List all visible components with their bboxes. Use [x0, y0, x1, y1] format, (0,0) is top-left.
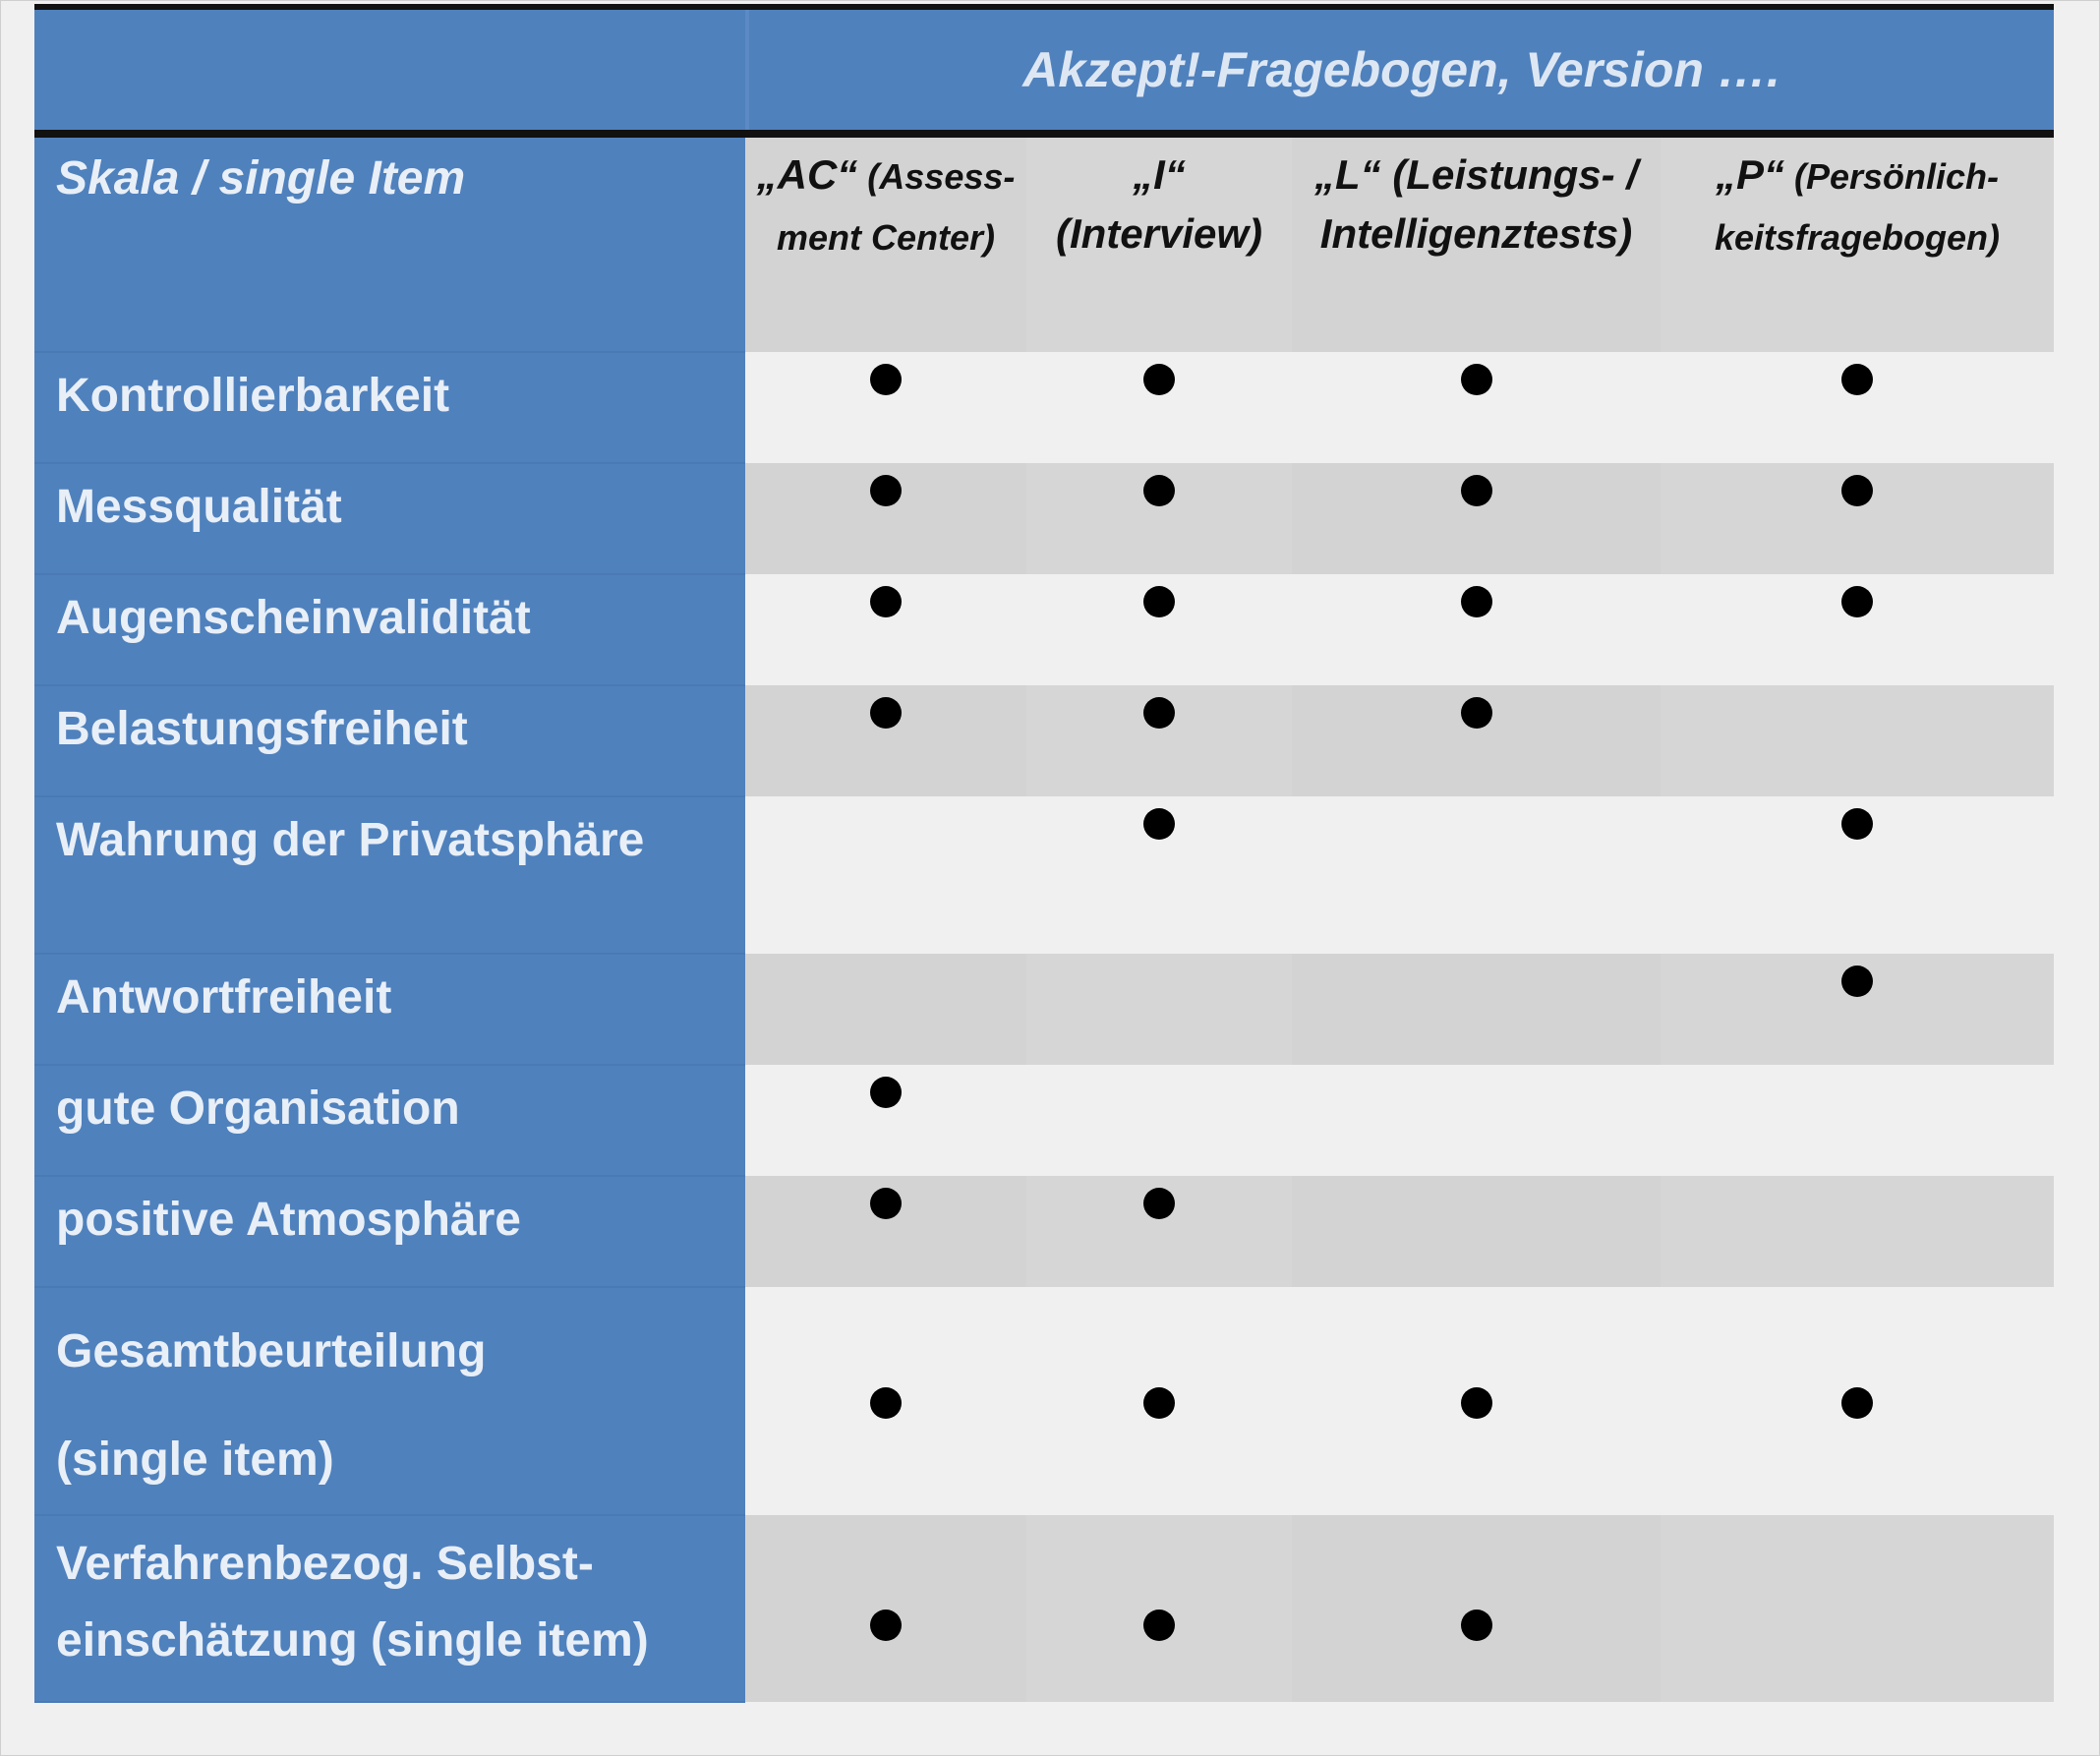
mark-cell [1292, 1515, 1661, 1702]
mark-cell [1661, 1515, 2054, 1702]
row-label-cell [34, 954, 745, 1065]
mark-cell [745, 1065, 1026, 1176]
row-label: Gesamtbeurteilung [56, 1325, 487, 1377]
mark-cell [745, 574, 1026, 685]
col-p-small: (Persönlich- [1783, 156, 2000, 197]
filled-circle-mark [1143, 1188, 1175, 1219]
mark-cell [1026, 1287, 1292, 1515]
filled-circle-mark [1461, 364, 1492, 395]
row-label: positive Atmosphäre [56, 1194, 521, 1246]
row-label-cell [34, 1287, 745, 1515]
row-label: Messqualität [56, 481, 342, 533]
mark-cell [1026, 574, 1292, 685]
mark-cell [745, 685, 1026, 796]
mark-cell [1661, 954, 2054, 1065]
col-p-main: „P“ [1715, 151, 1784, 198]
header-label-cell [34, 138, 745, 352]
table-row [34, 463, 2054, 574]
mark-cell [1661, 352, 2054, 463]
filled-circle-mark [870, 1077, 902, 1108]
filled-circle-mark [1143, 475, 1175, 506]
filled-circle-mark [1841, 475, 1873, 506]
filled-circle-mark [1841, 1387, 1873, 1419]
row-label-cell [34, 1176, 745, 1287]
row-label: gute Organisation [56, 1083, 460, 1135]
filled-circle-mark [870, 1188, 902, 1219]
row-label: einschätzung (single item) [56, 1614, 649, 1667]
filled-circle-mark [1461, 475, 1492, 506]
filled-circle-mark [1461, 1387, 1492, 1419]
filled-circle-mark [870, 475, 902, 506]
column-header-p [1661, 138, 2054, 352]
mark-cell [1661, 463, 2054, 574]
mark-cell [1661, 574, 2054, 685]
mark-cell [745, 1176, 1026, 1287]
title-bar [34, 10, 2054, 130]
mark-cell [1292, 352, 1661, 463]
header-row [34, 138, 2054, 352]
mark-cell [1661, 1287, 2054, 1515]
mark-cell [1026, 1515, 1292, 1702]
table-row [34, 954, 2054, 1065]
filled-circle-mark [870, 586, 902, 617]
table-row [34, 1065, 2054, 1176]
mark-cell [1292, 1065, 1661, 1176]
filled-circle-mark [1841, 586, 1873, 617]
row-label-cell [34, 1065, 745, 1176]
filled-circle-mark [1461, 697, 1492, 729]
row-label: Antwortfreiheit [56, 971, 392, 1024]
mark-cell [745, 352, 1026, 463]
table-row [34, 352, 2054, 463]
mark-cell [1661, 796, 2054, 954]
filled-circle-mark [1143, 808, 1175, 840]
mark-cell [1292, 1176, 1661, 1287]
column-header-i [1026, 138, 1292, 352]
table-row [34, 1515, 2054, 1702]
mark-cell [1026, 685, 1292, 796]
table-title: Akzept!-Fragebogen, Version …. [1022, 42, 1780, 97]
row-label-cell [34, 574, 745, 685]
mark-cell [745, 1287, 1026, 1515]
row-label: Belastungsfreiheit [56, 703, 468, 755]
column-header-ac [745, 138, 1026, 352]
table-row [34, 796, 2054, 954]
col-i-line2: (Interview) [1055, 210, 1263, 257]
mark-cell [1026, 796, 1292, 954]
mark-cell [1292, 954, 1661, 1065]
mark-cell [745, 463, 1026, 574]
row-label-cell [34, 685, 745, 796]
scale-table [34, 138, 2054, 1703]
row-label: (single item) [56, 1434, 334, 1486]
row-label-cell [34, 352, 745, 463]
filled-circle-mark [1143, 697, 1175, 729]
col-l-line2: Intelligenztests) [1319, 210, 1633, 257]
table-row [34, 574, 2054, 685]
table-row [34, 685, 2054, 796]
col-ac-line2: ment Center) [776, 217, 996, 258]
row-label: Augenscheinvalidität [56, 592, 531, 644]
mark-cell [1026, 954, 1292, 1065]
col-p-line2: keitsfragebogen) [1714, 217, 2001, 258]
filled-circle-mark [870, 697, 902, 729]
mark-cell [1026, 1176, 1292, 1287]
mark-cell [1026, 463, 1292, 574]
col-l-main: „L“ (Leistungs- / [1314, 151, 1638, 198]
mark-cell [1292, 796, 1661, 954]
filled-circle-mark [1143, 364, 1175, 395]
mark-cell [1661, 1065, 2054, 1176]
table-row [34, 1287, 2054, 1515]
row-label: Kontrollierbarkeit [56, 370, 450, 422]
table-row [34, 1176, 2054, 1287]
filled-circle-mark [1143, 1387, 1175, 1419]
row-label: Verfahrenbezog. Selbst- [56, 1538, 594, 1590]
mark-cell [745, 954, 1026, 1065]
filled-circle-mark [870, 364, 902, 395]
header-rule [34, 130, 2054, 138]
col-ac-main: „AC“ [756, 151, 858, 198]
filled-circle-mark [1461, 586, 1492, 617]
filled-circle-mark [1143, 1610, 1175, 1641]
filled-circle-mark [1841, 808, 1873, 840]
mark-cell [1292, 685, 1661, 796]
mark-cell [745, 1515, 1026, 1702]
filled-circle-mark [870, 1610, 902, 1641]
mark-cell [745, 796, 1026, 954]
mark-cell [1026, 1065, 1292, 1176]
header-label: Skala / single Item [56, 152, 466, 205]
mark-cell [1661, 685, 2054, 796]
row-label-cell [34, 1515, 745, 1702]
column-header-l [1292, 138, 1661, 352]
filled-circle-mark [1143, 586, 1175, 617]
filled-circle-mark [1841, 364, 1873, 395]
filled-circle-mark [1461, 1610, 1492, 1641]
filled-circle-mark [1841, 966, 1873, 997]
mark-cell [1292, 574, 1661, 685]
acceptance-table [34, 4, 2054, 1703]
mark-cell [1026, 352, 1292, 463]
row-label: Wahrung der Privatsphäre [56, 814, 645, 866]
row-label-cell [34, 463, 745, 574]
mark-cell [1292, 1287, 1661, 1515]
col-ac-small: (Assess- [857, 156, 1016, 197]
mark-cell [1661, 1176, 2054, 1287]
filled-circle-mark [870, 1387, 902, 1419]
col-i-main: „I“ [1133, 151, 1186, 198]
row-label-cell [34, 796, 745, 954]
mark-cell [1292, 463, 1661, 574]
